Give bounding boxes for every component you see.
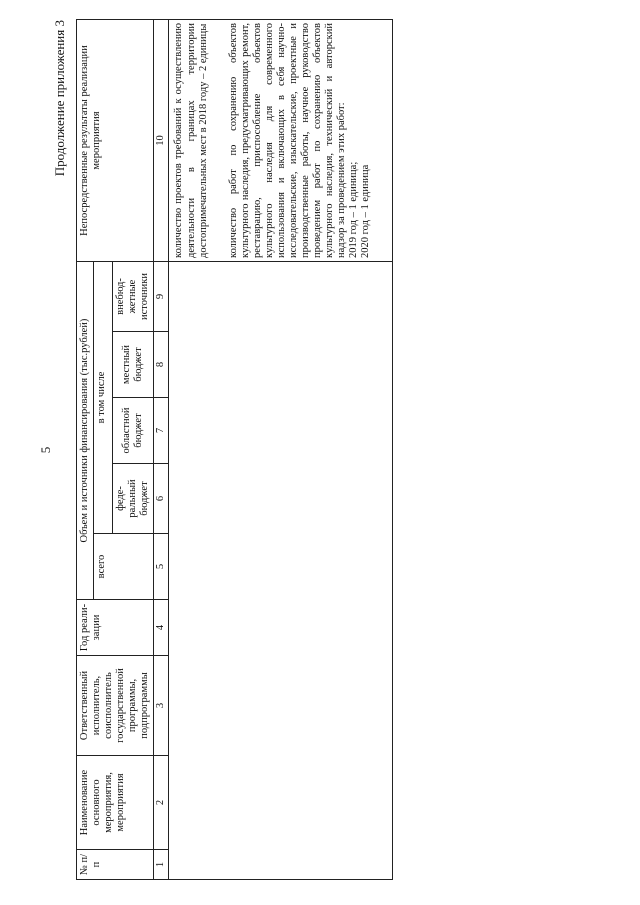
result-year-line: 2019 год – 1 единица; (348, 161, 360, 258)
page-number: 5 (38, 446, 53, 454)
col-regional-header: областной бюджет (113, 398, 154, 464)
column-number: 5 (154, 534, 169, 600)
column-number-row (154, 20, 169, 880)
results-cell (169, 20, 393, 262)
col-year-header: Год реали-зации (77, 600, 154, 656)
column-number: 10 (154, 20, 169, 262)
col-incl-header: в том числе (94, 262, 113, 534)
column-number: 7 (154, 398, 169, 464)
result-item (173, 23, 209, 258)
col-executor-header: Ответственный исполнитель, соисполнитель государственной программы, подпрограммы (77, 656, 154, 756)
header-row-1 (77, 20, 94, 880)
rotated-document-page (38, 20, 640, 880)
program-measures-table (76, 19, 393, 880)
column-number: 3 (154, 656, 169, 756)
col-local-header: местный бюджет (113, 332, 154, 398)
col-total-header: всего (94, 534, 154, 600)
result-text: количество работ по сохранению объектов культурного наследия, предусматривающих ремонт, реставрацию, приспособление объектов культурного наследия для современного использования и включающих в себя научно-исследовательские, изыскательские, проектные и производственные работы, научное руководство проведением работ по сохранению объектов культурного наследия, технический и авторский надзор за проведением этих работ: (227, 23, 348, 258)
col-extra-header: внебюд-жетные источники (113, 262, 154, 332)
empty-body-cells (169, 262, 393, 880)
continuation-note: Продолжение приложения 3 (52, 20, 67, 177)
table-row (169, 20, 393, 880)
col-results-header: Непосредственные результаты реализации мероприятия (77, 20, 154, 262)
column-number: 1 (154, 850, 169, 880)
col-num-header: № п/п (77, 850, 154, 880)
col-volume-header: Объем и источники финансирования (тыс.рублей) (77, 262, 94, 600)
column-number: 6 (154, 464, 169, 534)
column-number: 8 (154, 332, 169, 398)
col-federal-header: феде-ральный бюджет (113, 464, 154, 534)
result-year-line: 2020 год – 1 единица (360, 164, 372, 258)
column-number: 2 (154, 756, 169, 850)
result-text: количество проектов требований к осуществлению деятельности в границах территории достопримечательных мест в 2018 году – 2 единицы (173, 23, 209, 258)
column-number: 4 (154, 600, 169, 656)
result-item (228, 23, 373, 258)
col-name-header: Наименование основного мероприятия, мероприятия (77, 756, 154, 850)
column-number: 9 (154, 262, 169, 332)
